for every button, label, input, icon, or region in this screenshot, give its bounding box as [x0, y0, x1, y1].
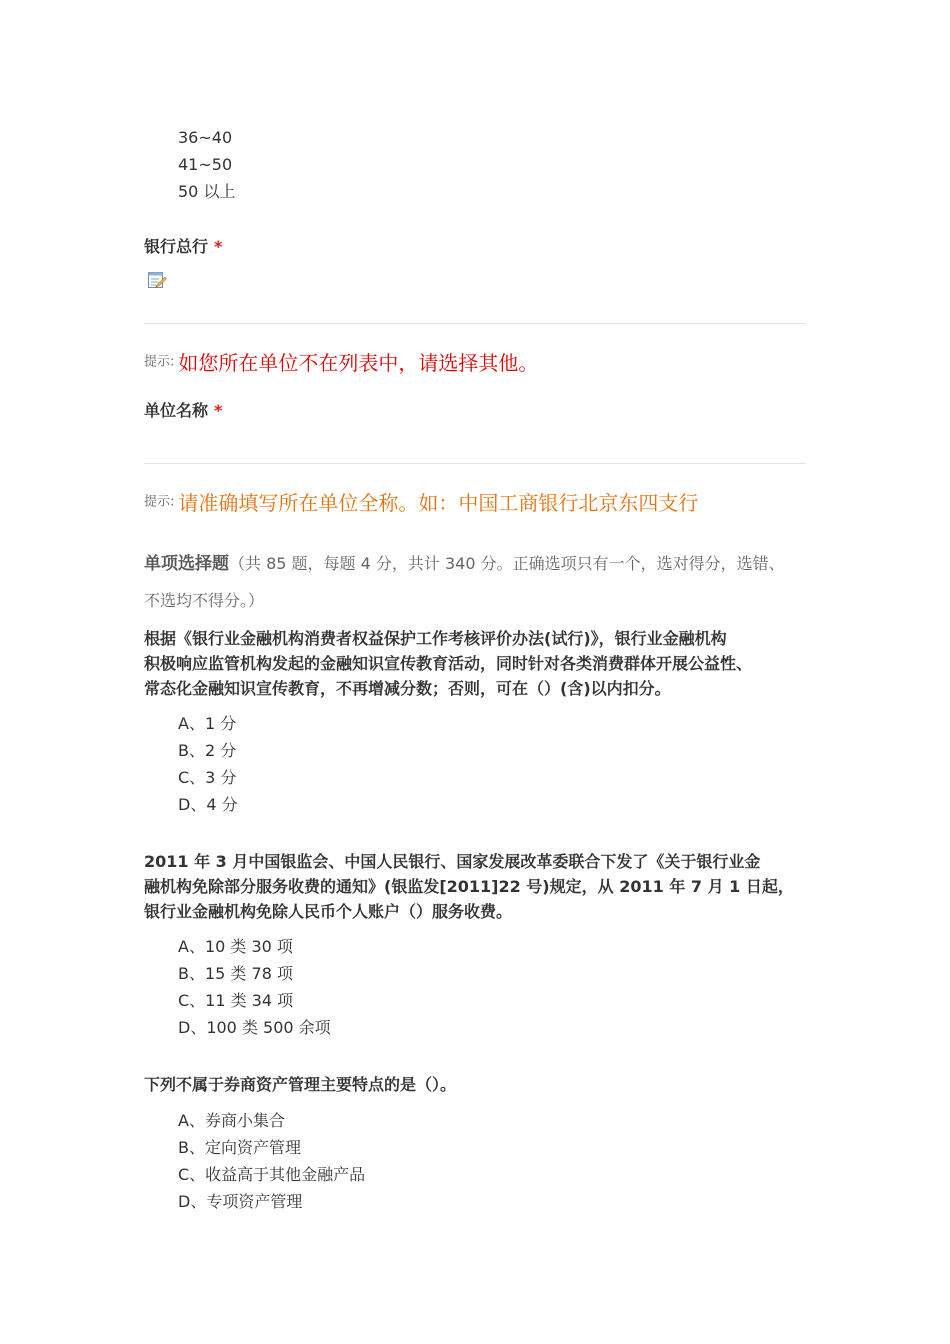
question-text — [144, 626, 810, 701]
answer-option[interactable]: D、4 分 — [178, 795, 238, 814]
answer-option[interactable]: A、券商小集合 — [178, 1111, 285, 1130]
hint-prefix: 提示: — [144, 354, 175, 370]
age-option[interactable]: 41~50 — [178, 155, 233, 174]
age-option[interactable]: 50 以上 — [178, 182, 236, 201]
required-star: * — [214, 237, 223, 256]
answer-option[interactable]: D、专项资产管理 — [178, 1192, 303, 1211]
question-text — [144, 1072, 810, 1097]
hint-other-unit — [144, 347, 538, 378]
unit-name-label — [144, 399, 222, 423]
answer-option[interactable]: D、100 类 500 余项 — [178, 1018, 331, 1037]
answer-option[interactable]: C、11 类 34 项 — [178, 991, 294, 1010]
section-desc: （共 85 题，每题 4 分，共计 340 分。正确选项只有一个，选对得分，选错、 — [229, 554, 785, 573]
answer-option[interactable]: C、收益高于其他金融产品 — [178, 1165, 366, 1184]
question-text — [144, 849, 810, 924]
question-options — [178, 1107, 365, 1215]
question-line: 下列不属于券商资产管理主要特点的是（）。 — [144, 1075, 457, 1094]
answer-option[interactable]: C、3 分 — [178, 768, 237, 787]
divider — [144, 323, 806, 324]
question-options — [178, 710, 238, 818]
edit-icon[interactable] — [147, 270, 167, 290]
age-options-list — [178, 124, 235, 205]
question-line: 积极响应监管机构发起的金融知识宣传教育活动，同时针对各类消费群体开展公益性、 — [144, 654, 753, 673]
section-desc-line2: 不选均不得分。） — [144, 591, 265, 610]
section-header — [144, 552, 810, 576]
answer-option[interactable]: A、1 分 — [178, 714, 237, 733]
question-line: 根据《银行业金融机构消费者权益保护工作考核评价办法(试行)》，银行业金融机构 — [144, 629, 727, 648]
answer-option[interactable]: B、定向资产管理 — [178, 1138, 301, 1157]
answer-option[interactable]: B、2 分 — [178, 741, 237, 760]
section-title: 单项选择题 — [144, 554, 229, 574]
question-options — [178, 933, 331, 1041]
answer-option[interactable]: B、15 类 78 项 — [178, 964, 293, 983]
hint-text: 请准确填写所在单位全称。如：中国工商银行北京东四支行 — [178, 490, 699, 515]
hint-prefix: 提示: — [144, 494, 175, 510]
question-line: 银行业金融机构免除人民币个人账户（）服务收费。 — [144, 902, 513, 921]
bank-hq-label-text: 银行总行 — [144, 237, 209, 256]
unit-name-label-text: 单位名称 — [144, 401, 209, 420]
question-line: 常态化金融知识宣传教育，不再增减分数；否则，可在（）(含)以内扣分。 — [144, 679, 671, 698]
age-option[interactable]: 36~40 — [178, 128, 233, 147]
answer-option[interactable]: A、10 类 30 项 — [178, 937, 293, 956]
required-star: * — [214, 401, 223, 420]
hint-text: 如您所在单位不在列表中，请选择其他。 — [178, 350, 539, 375]
hint-full-name — [144, 487, 698, 518]
bank-hq-label — [144, 235, 222, 259]
question-line: 融机构免除部分服务收费的通知》(银监发[2011]22 号)规定，从 2011 年 7 月 1 日起， — [144, 877, 794, 896]
question-line: 2011 年 3 月中国银监会、中国人民银行、国家发展改革委联合下发了《关于银行业金 — [144, 852, 761, 871]
unit-name-input-line[interactable] — [144, 463, 806, 464]
